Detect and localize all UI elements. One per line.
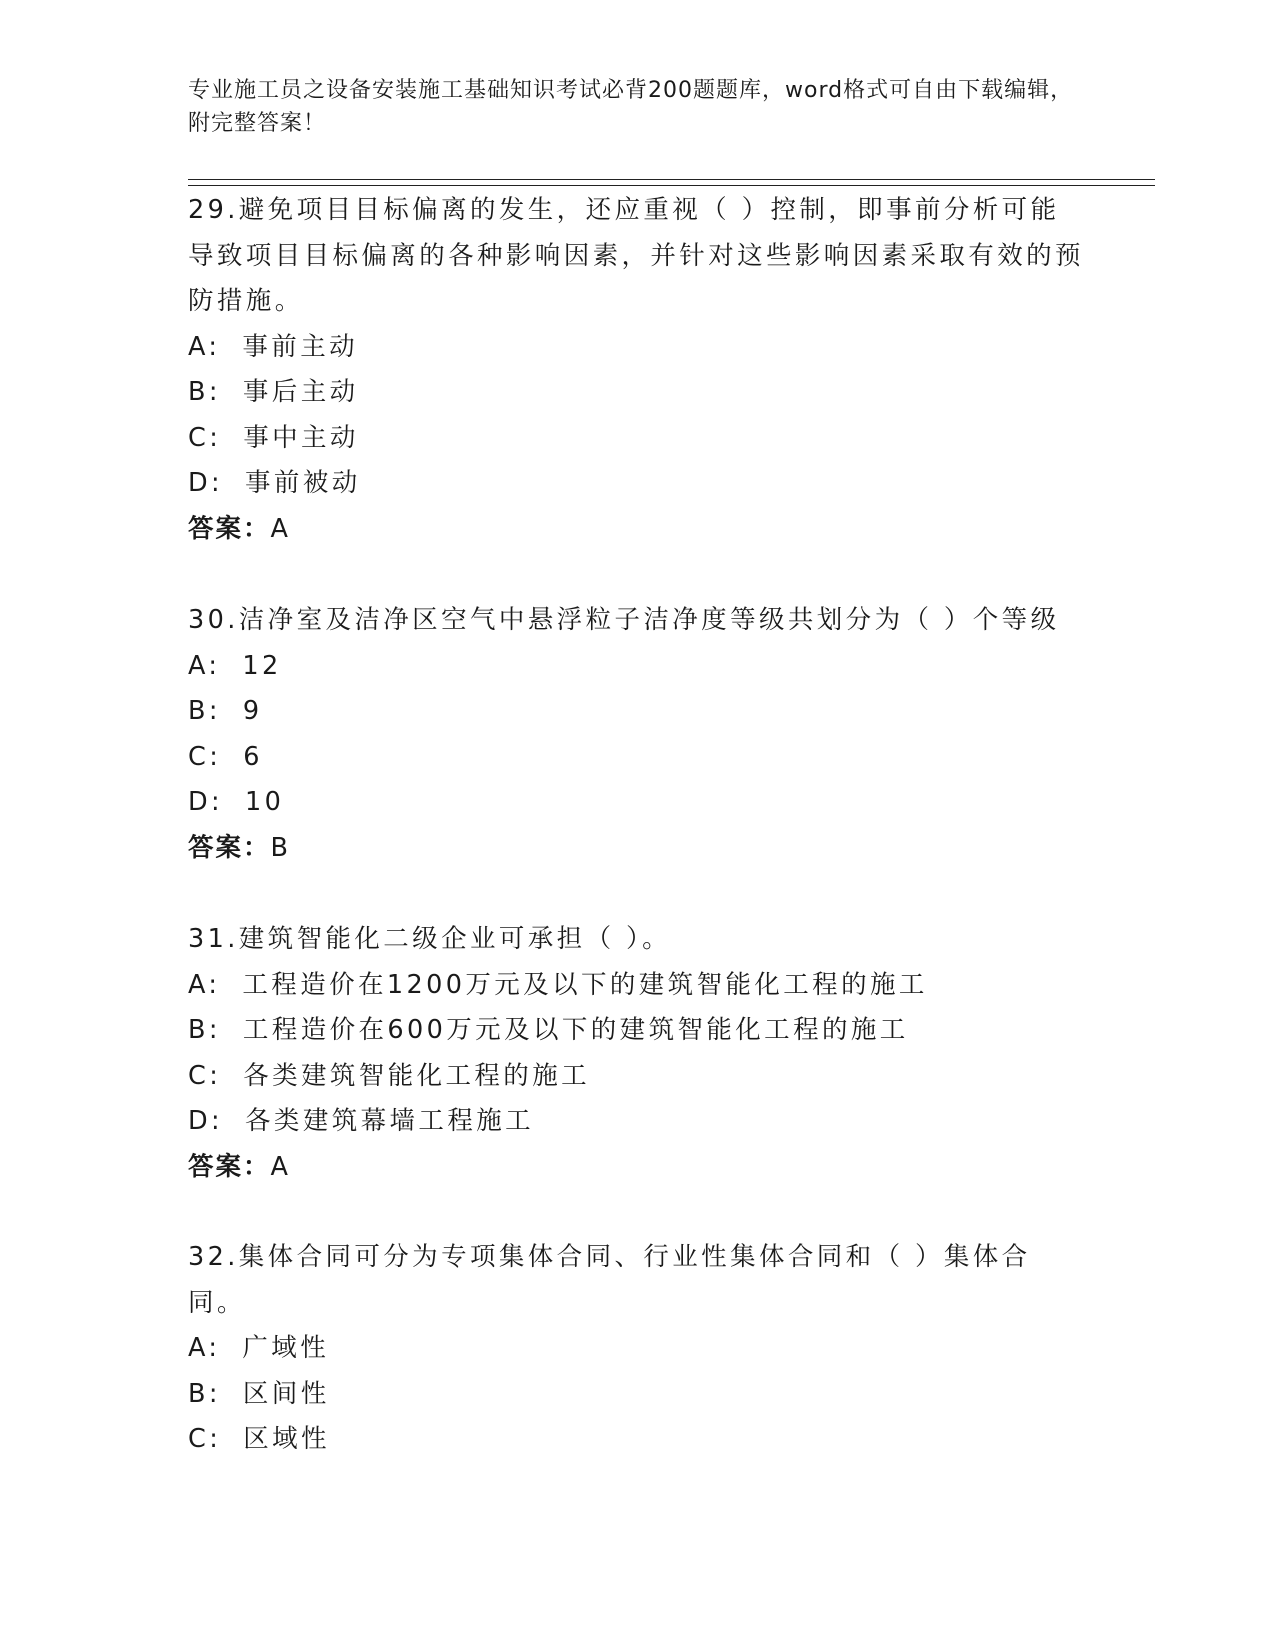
option-label: B: (188, 1378, 221, 1409)
option-text: 事后主动 (242, 377, 359, 407)
document-header: 专业施工员之设备安装施工基础知识考试必背200题题库，word格式可自由下载编辑，附完整答案！ (188, 78, 1074, 136)
option-c (188, 735, 1088, 781)
option-c (188, 1417, 1088, 1463)
option-text: 事前主动 (242, 331, 358, 362)
question-number: 31. (188, 924, 239, 954)
option-label: A: (188, 650, 221, 681)
option-c (188, 1054, 1088, 1100)
option-label: D: (188, 468, 224, 498)
option-text: 区间性 (242, 1378, 330, 1409)
question-number: 32. (188, 1242, 239, 1272)
option-label: A: (188, 969, 221, 1000)
option-b (188, 689, 1088, 735)
answer-value: A (270, 1151, 290, 1182)
question-32 (188, 1235, 1088, 1463)
question-stem (188, 188, 1088, 325)
question-text: 集体合同可分为专项集体合同、行业性集体合同和（ ）集体合同。 (188, 1242, 1031, 1318)
question-text: 洁净室及洁净区空气中悬浮粒子洁净度等级共划分为（ ）个等级 (238, 605, 1060, 635)
option-a (188, 963, 1088, 1009)
option-label: C: (188, 741, 222, 772)
option-d (188, 461, 1088, 507)
answer-value: B (270, 832, 291, 863)
option-text: 广域性 (242, 1333, 330, 1363)
option-text: 工程造价在1200万元及以下的建筑智能化工程的施工 (242, 969, 928, 1000)
answer-line (188, 1145, 1088, 1191)
answer-value: A (270, 513, 290, 544)
option-b (188, 1372, 1088, 1418)
answer-label: 答案： (188, 1151, 271, 1182)
answer-line (188, 507, 1088, 553)
option-text: 各类建筑幕墙工程施工 (245, 1106, 535, 1136)
option-b (188, 370, 1088, 416)
option-d (188, 780, 1088, 826)
option-label: B: (188, 1015, 221, 1045)
option-c (188, 416, 1088, 462)
option-label: D: (188, 1106, 224, 1136)
option-d (188, 1099, 1088, 1145)
option-label: A: (188, 1333, 221, 1363)
question-number: 30. (188, 605, 239, 635)
option-text: 事前被动 (245, 468, 361, 498)
option-a (188, 644, 1088, 690)
option-text: 工程造价在600万元及以下的建筑智能化工程的施工 (242, 1015, 909, 1045)
question-stem (188, 1235, 1088, 1326)
header-divider-top (188, 179, 1155, 180)
answer-label: 答案： (188, 832, 271, 863)
answer-label: 答案： (188, 513, 271, 544)
option-a (188, 1326, 1088, 1372)
option-text: 6 (243, 741, 263, 772)
option-label: B: (188, 377, 221, 407)
answer-line (188, 826, 1088, 872)
question-30 (188, 598, 1088, 871)
option-label: C: (188, 1060, 222, 1091)
question-stem (188, 917, 1088, 963)
question-text: 建筑智能化二级企业可承担（ ）。 (238, 924, 672, 954)
option-label: B: (188, 696, 221, 726)
question-text: 避免项目目标偏离的发生，还应重视（ ）控制，即事前分析可能导致项目目标偏离的各种影响因素，并针对这些影响因素采取有效的预防措施。 (188, 195, 1084, 316)
option-text: 区域性 (243, 1424, 330, 1454)
option-label: A: (188, 331, 221, 362)
option-text: 12 (242, 650, 282, 681)
option-label: C: (188, 422, 222, 453)
option-label: C: (188, 1424, 222, 1454)
option-b (188, 1008, 1088, 1054)
question-31 (188, 917, 1088, 1190)
question-stem (188, 598, 1088, 644)
option-text: 各类建筑智能化工程的施工 (243, 1060, 591, 1091)
option-text: 9 (242, 696, 263, 726)
option-text: 事中主动 (243, 422, 359, 453)
option-label: D: (188, 787, 224, 817)
header-divider-bottom (188, 185, 1155, 186)
option-text: 10 (245, 787, 285, 817)
option-a (188, 325, 1088, 371)
question-number: 29. (188, 195, 239, 225)
question-29 (188, 188, 1088, 552)
